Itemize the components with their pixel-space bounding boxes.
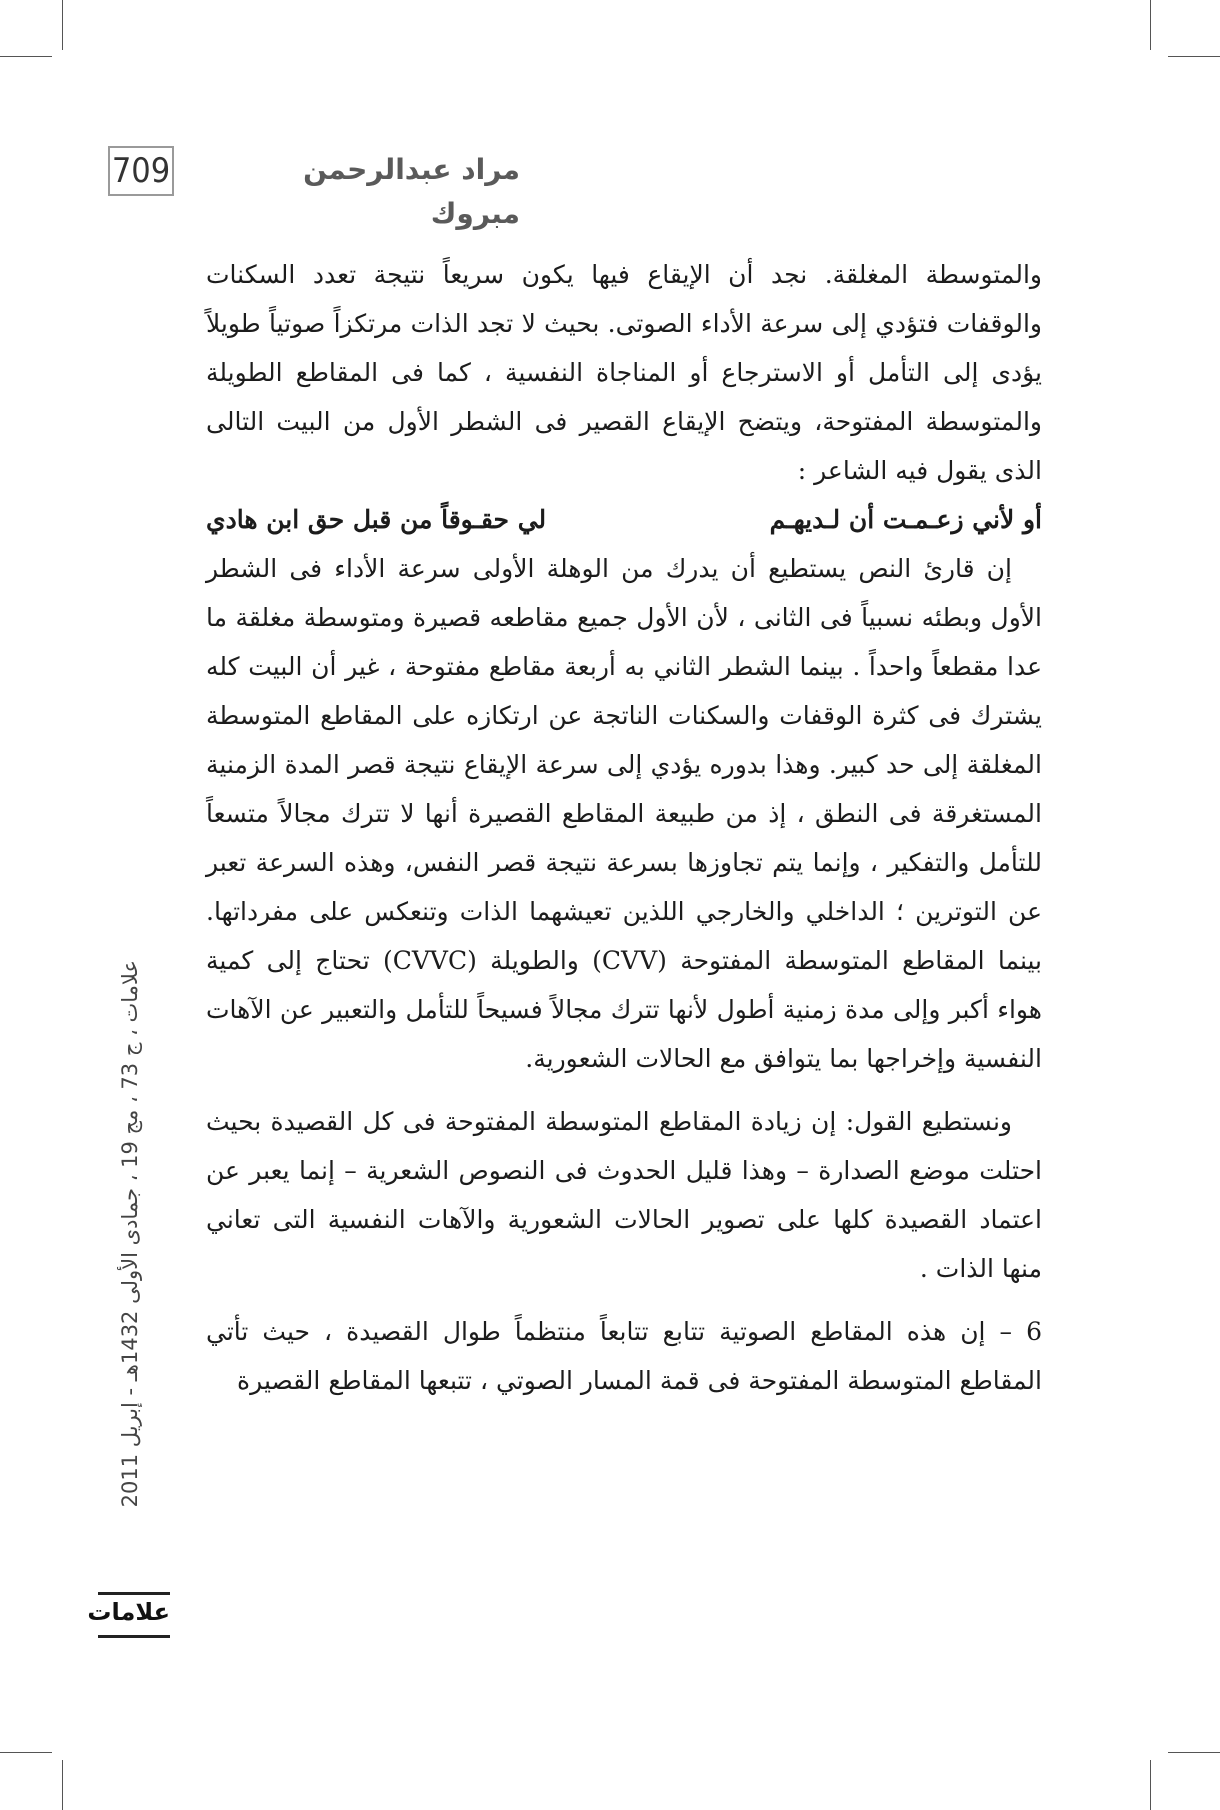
paragraph: إن قارئ النص يستطيع أن يدرك من الوهلة الأولى سرعة الأداء فى الشطر الأول وبطئه نسبياً فى الثانى ، لأن الأول جميع مقاطعه قصيرة ومتوسطة مغلقة ما عدا مقطعاً واحداً . بينما الشطر الثاني به أربعة مقاطع مفتوحة ، غير أن البيت كله يشترك فى كثرة الوقفات والسكنات الناتجة عن ارتكازه على المقاطع المتوسطة المغلقة إلى حد كبير. وهذا بدوره يؤدي إلى سرعة الإيقاع نتيجة قصر المدة الزمنية المستغرقة فى النطق ، إذ من طبيعة المقاطع القصيرة أنها لا تترك مجالاً متسعاً للتأمل والتفكير ، وإنما يتم تجاوزها بسرعة نتيجة قصر النفس، وهذه السرعة تعبر عن التوترين ؛ الداخلي والخارجي اللذين تعيشهما الذات وتنعكس على مفرداتها. بينما المقاطع المتوسطة المفتوحة (CVV) والطويلة (CVVC) تحتاج إلى كمية هواء أكبر وإلى مدة زمنية أطول لأنها تترك مجالاً فسيحاً للتأمل والتعبير عن الآهات النفسية وإخراجها بما يتوافق مع الحالات الشعورية. (206, 554, 1042, 1073)
crop-mark (1150, 0, 1151, 50)
crop-mark (62, 1760, 63, 1810)
article-body (206, 250, 1042, 1670)
crop-mark (0, 1752, 52, 1753)
crop-mark (0, 56, 52, 57)
crop-mark (1150, 1760, 1151, 1810)
paragraph: والمتوسطة المغلقة. نجد أن الإيقاع فيها يكون سريعاً نتيجة تعدد السكنات والوقفات فتؤدي إلى سرعة الأداء الصوتى. بحيث لا تجد الذات مرتكزاً صوتياً طويلاً يؤدى إلى التأمل أو الاسترجاع أو المناجاة النفسية ، كما فى المقاطع الطويلة والمتوسطة المفتوحة، ويتضح الإيقاع القصير فى الشطر الأول من البيت التالى الذى يقول فيه الشاعر : (206, 260, 1042, 485)
journal-issue-info: علامات ، ج 73 ، مج 19 ، جمادى الأولى 1432هـ - إبريل 2011 (118, 960, 142, 1508)
journal-sidebar (104, 960, 156, 1600)
page-number: 709 (108, 146, 174, 196)
verse-second-hemistich: لي حقـوقاً من قبل حق ابن هادي (206, 505, 547, 534)
journal-logo: علامات (98, 1592, 170, 1638)
crop-mark (1168, 1752, 1220, 1753)
verse-first-hemistich: أو لأني زعـمـت أن لـديهـم (769, 505, 1042, 534)
poem-verse (206, 495, 1042, 544)
paragraph: ونستطيع القول: إن زيادة المقاطع المتوسطة المفتوحة فى كل القصيدة بحيث احتلت موضع الصدارة – وهذا قليل الحدوث فى النصوص الشعرية – إنما يعبر عن اعتماد القصيدة كلها على تصوير الحالات الشعورية والآهات النفسية التى تعاني منها الذات . (206, 1107, 1042, 1283)
running-header-author: مراد عبدالرحمن مبروك (303, 153, 520, 230)
crop-mark (1168, 56, 1220, 57)
crop-mark (62, 0, 63, 50)
paragraph: 6 – إن هذه المقاطع الصوتية تتابع تتابعاً منتظماً طوال القصيدة ، حيث تأتي المقاطع المتوسطة المفتوحة فى قمة المسار الصوتي ، تتبعها المقاطع القصيرة (206, 1317, 1042, 1395)
